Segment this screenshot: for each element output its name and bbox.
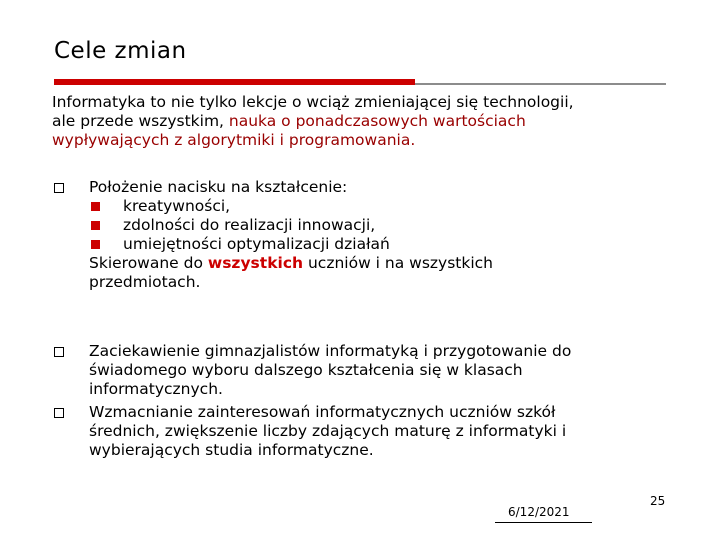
page-number: 25: [650, 494, 666, 508]
bullet-emphasis-tail: Skierowane do wszystkich uczniów i na wszystkich: [89, 254, 493, 272]
intro-line-1: Informatyka to nie tylko lekcje o wciąż zmieniającej się technologii,: [52, 93, 574, 111]
intro-line-3: wypływających z algorytmiki i programowania.: [52, 131, 416, 149]
sub-bullet-square-icon: [91, 221, 100, 230]
intro-line-2-red: nauka o ponadczasowych wartościach: [228, 112, 526, 130]
slide-title: Cele zmian: [54, 38, 187, 64]
title-underline-red: [54, 79, 415, 85]
bullet-square-icon: [54, 183, 64, 193]
sub-bullet-1: kreatywności,: [89, 197, 674, 216]
footer-date-line: [495, 522, 592, 523]
intro-line-2-black: ale przede wszystkim,: [52, 112, 229, 130]
footer-date: 6/12/2021: [508, 505, 570, 519]
sub-bullet-square-icon: [91, 202, 100, 211]
bullet-square-icon: [54, 408, 64, 418]
title-underline-gray: [415, 83, 666, 85]
intro-paragraph: [52, 93, 692, 150]
sub-bullet-2: zdolności do realizacji innowacji,: [89, 216, 674, 235]
sub-bullet-square-icon: [91, 240, 100, 249]
emphasis-word: wszystkich: [207, 254, 304, 272]
bullet-emphasis-tail-2: przedmiotach.: [89, 273, 201, 291]
bullet-emphasis-heading: Położenie nacisku na kształcenie:: [89, 178, 348, 196]
intro-line-2: [52, 112, 692, 131]
bullet-square-icon: [54, 347, 64, 357]
sub-bullet-3: umiejętności optymalizacji działań: [89, 235, 674, 254]
